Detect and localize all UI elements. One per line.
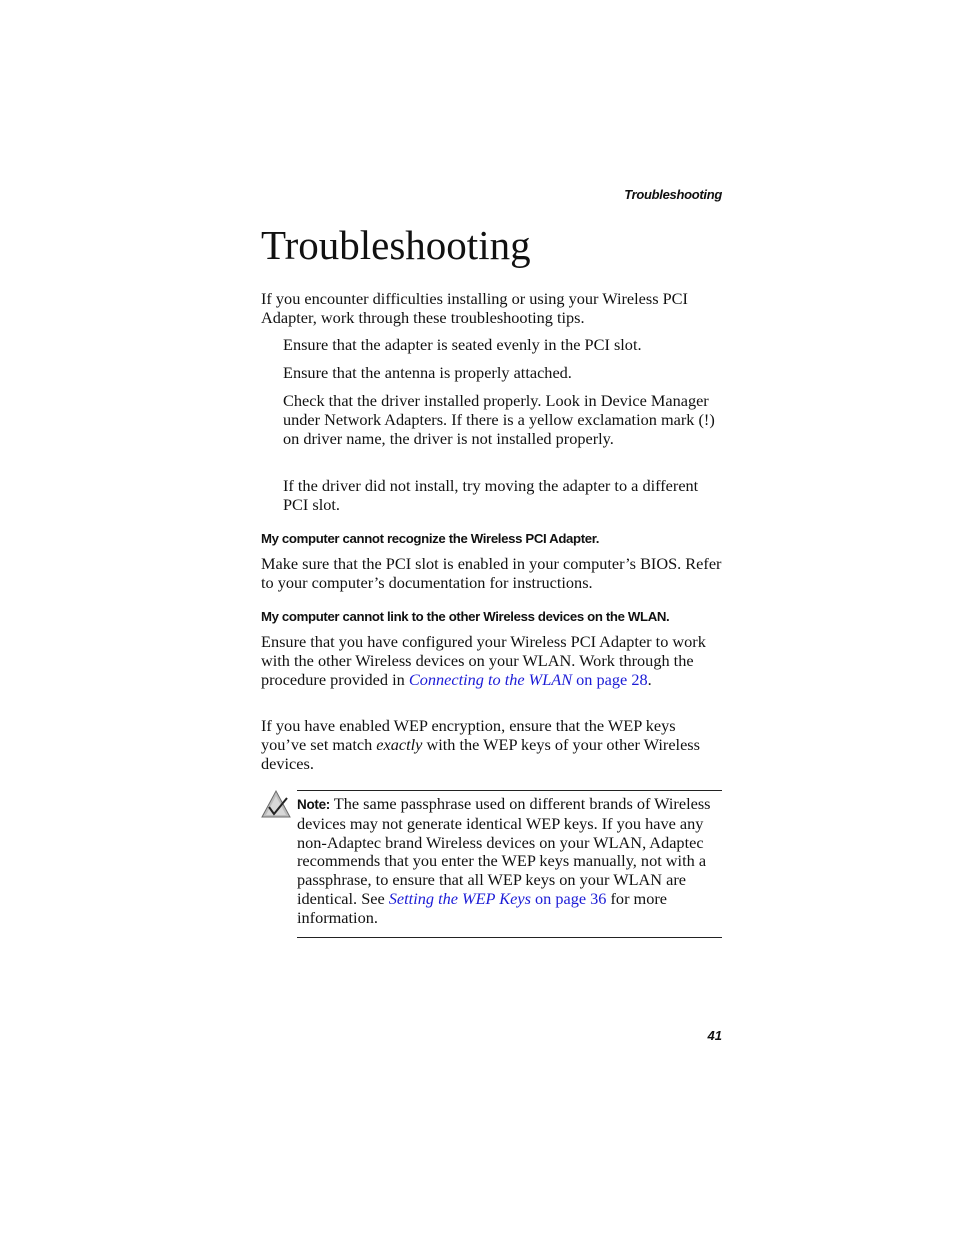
note-label: Note: xyxy=(297,797,330,812)
note-paragraph xyxy=(297,795,723,928)
note-bottom-rule xyxy=(297,937,722,938)
tip-item: Ensure that the antenna is properly attached. xyxy=(283,363,572,382)
note-checkmark-icon xyxy=(261,789,291,819)
link-page-ref[interactable]: on page 28 xyxy=(572,669,648,689)
page-number: 41 xyxy=(707,1028,722,1043)
section-link-paragraph xyxy=(261,633,723,689)
note-top-rule xyxy=(297,790,722,791)
emphasis-text: exactly xyxy=(376,734,423,754)
paragraph-text: with the WEP keys of your other Wireless devices. xyxy=(261,734,700,773)
note-text: for more information. xyxy=(297,888,668,927)
link-title[interactable]: Setting the WEP Keys xyxy=(388,888,531,908)
page-title: Troubleshooting xyxy=(261,222,531,268)
section-heading-link: My computer cannot link to the other Wireless devices on the WLAN. xyxy=(261,609,670,624)
wep-paragraph xyxy=(261,717,723,773)
setting-wep-keys-link[interactable] xyxy=(389,889,607,908)
link-page-ref[interactable]: on page 36 xyxy=(530,888,607,908)
section-recognize-body: Make sure that the PCI slot is enabled in your computer’s BIOS. Refer to your computer’s documentation for instructions. xyxy=(261,554,722,592)
connecting-to-wlan-link[interactable] xyxy=(409,670,648,689)
tip-item: If the driver did not install, try moving the adapter to a different PCI slot. xyxy=(283,476,699,514)
intro-paragraph: If you encounter difficulties installing or using your Wireless PCI Adapter, work through these troubleshooting tips. xyxy=(261,289,688,327)
paragraph-text: Ensure that you have configured your Wireless PCI Adapter to work with the other Wireless devices on your WLAN. Work through the procedure provided in xyxy=(261,632,706,689)
running-header: Troubleshooting xyxy=(624,187,722,202)
paragraph-text: If you have enabled WEP encryption, ensure that the WEP keys you’ve set match xyxy=(261,716,676,754)
paragraph-text: . xyxy=(647,669,652,689)
section-heading-recognize: My computer cannot recognize the Wireless PCI Adapter. xyxy=(261,531,600,546)
tip-item: Ensure that the adapter is seated evenly in the PCI slot. xyxy=(283,335,642,354)
tip-item: Check that the driver installed properly. Look in Device Manager under Network Adapters. If there is a yellow exclamation mark (!) on driver name, the driver is not installed properly. xyxy=(283,391,715,448)
link-title[interactable]: Connecting to the WLAN xyxy=(408,669,573,689)
note-text: The same passphrase used on different brands of Wireless devices may not generate identical WEP keys. If you have any non-Adaptec brand Wireless devices on your WLAN, Adaptec recommends that you enter the WEP keys manually, not with a passphrase, to ensure that all WEP keys on your WLAN are identical. See xyxy=(297,794,711,908)
